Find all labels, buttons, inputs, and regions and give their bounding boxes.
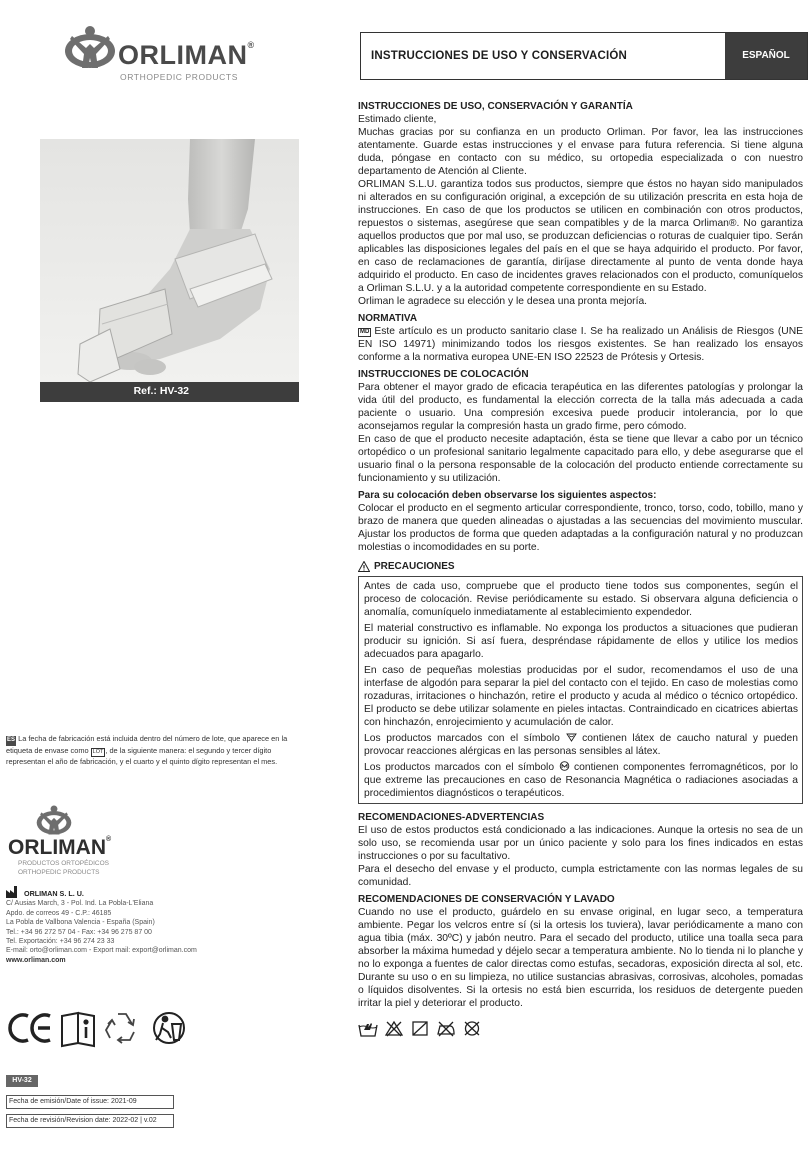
no-tumble-dry-icon: [410, 1020, 430, 1037]
paragraph: En caso de pequeñas molestias producidas por el sudor, recomendamos el uso de una interfase de algodón para separar la piel del contacto con el tejido. En caso de molestias como rozaduras, irritaciones o hinchazón, retire el producto y acuda al médico o técnico ortopédico. El producto se debe utilizar solamente en pieles intactas. Contraindicado en cicatrices abiertas con hinchazón, enrojecimiento y acumulación de calor.: [364, 665, 798, 728]
paragraph: Muchas gracias por su confianza en un producto Orliman. Por favor, lea las instrucciones atentamente. Guarde estas instrucciones y el envase para futura referencia. Si tiene alguna duda, póngase en contacto con su médico, su ortopedia especializada o con nuestro departamento de Atención al Cliente.: [358, 127, 803, 177]
foot-orthosis-image: [40, 139, 299, 382]
paragraph: MD Este artículo es un producto sanitario clase I. Se ha realizado un Análisis de Riesgos (UNE EN ISO 14971) minimizando todos los riesgos existentes. Se han realizado los ensayos conforme a la normativa europea UNE-EN ISO 22523 de Prótesis y Ortesis.: [358, 326, 803, 363]
paragraph: Cuando no use el producto, guárdelo en su envase original, en lugar seco, a temperatura ambiente. Pegar los velcros entre sí (si la ortesis los tuviera), lavar periódicamente a mano con agua tibia (máx. 30ºC) y jabón neutro. Para el secado del producto, utilice una toalla seca para absorber la máxima humedad y déjelo secar a temperatura ambiente. No lo tienda ni lo planche y no lo exponga a fuentes de calor directas como estufas, secadoras, exposición directa al sol, etc. Durante su uso o en su limpieza, no utilice sustancias abrasivas, corrosivas, alcoholes, pomadas o líquidos disolventes. Si la ortesis no está bien escurrida, los residuos de detergente pueden irritar la piel y deteriorar el producto.: [358, 907, 803, 1009]
company-address2: Apdo. de correos 49 - C.P.: 46185: [6, 909, 112, 917]
section-title-care: RECOMENDACIONES DE CONSERVACIÓN Y LAVADO: [358, 894, 615, 905]
no-bleach-icon: [384, 1020, 404, 1037]
company-email: E-mail: orto@orliman.com - Export mail: export@orliman.com: [6, 947, 197, 955]
brand-tagline-es: PRODUCTOS ORTOPÉDICOS: [18, 860, 110, 867]
section-title-placement: INSTRUCCIONES DE COLOCACIÓN: [358, 369, 529, 380]
instructions-content: [358, 96, 803, 1037]
paragraph: ORLIMAN S.L.U. garantiza todos sus productos, siempre que éstos no hayan sido manipulados ni alterados en su configuración original, a excepción de su utilización prescrita en esta hoja de instrucciones. En caso de que los productos se utilicen en combinación con otros productos, repuestos o sistemas, asegúrese que sean compatibles y de la marca Orliman®. No garantiza aquellos productos que por mal uso, se produzcan deficiencias o roturas de cualquier tipo. Serán aplicables las disposiciones legales del país en el que se haya adquirido el producto. Por favor, en caso de reclamaciones de garantía, diríjase directamente al punto de venta donde haya adquirido el producto. En caso de incidentes graves relacionados con el producto, comuníquelos a Orliman S.L.U. y a la autoridad competente correspondiente en su Estado.: [358, 179, 803, 294]
precautions-header: [358, 560, 803, 573]
company-web: www.orliman.com: [6, 956, 66, 964]
orliman-logo-mark-icon: [36, 802, 72, 838]
manufacturer-icon: [6, 886, 20, 898]
issue-date: Fecha de emisión/Date of issue: 2021-09: [6, 1095, 174, 1109]
section-title-warranty: INSTRUCCIONES DE USO, CONSERVACIÓN Y GARANTÍA: [358, 101, 633, 112]
instructions-icon: [62, 1013, 94, 1046]
language-badge: ES: [6, 736, 16, 746]
no-dry-clean-icon: [462, 1020, 482, 1037]
document-header: [360, 32, 808, 80]
company-export-phone: Tel. Exportación: +34 96 274 23 33: [6, 938, 115, 946]
paragraph: Estimado cliente,: [358, 114, 437, 125]
ce-mark-icon: [10, 1015, 50, 1041]
company-name: ORLIMAN S. L. U.: [24, 889, 84, 898]
no-iron-icon: [436, 1020, 456, 1037]
paragraph: Orliman le agradece su elección y le desea una pronta mejoría.: [358, 296, 648, 307]
warning-icon: [358, 561, 370, 572]
paragraph: Los productos marcados con el símbolo contienen componentes ferromagnéticos, por lo que extreme las precauciones en caso de Resonancia Magnética o radiaciones asociadas a procedimientos diagnósticos o terapéuticos.: [364, 762, 798, 799]
paragraph: Colocar el producto en el segmento articular correspondiente, tronco, torso, codo, tobillo, mano y brazo de manera que queden alineadas o ajustadas a las secuencias del movimiento muscular. Ajustar los productos de forma que queden adaptadas a la configuración natural y no produzcan molestias o incomodidades en su porte.: [358, 503, 803, 553]
product-reference: Ref.: HV-32: [40, 382, 299, 402]
latex-icon: [566, 732, 577, 742]
regulatory-icons: [6, 1008, 196, 1048]
orliman-logo-mark-icon: [64, 24, 116, 70]
orliman-logo-bottom: [8, 802, 208, 882]
section-title-regulations: NORMATIVA: [358, 313, 418, 324]
language-label: ESPAÑOL: [725, 33, 807, 79]
company-address1: C/ Ausias March, 3 - Pol. Ind. La Pobla-L'Eliana: [6, 900, 154, 908]
recycle-icon: [106, 1014, 134, 1043]
section-title-precautions: PRECAUCIONES: [374, 561, 455, 572]
brand-tagline: ORTHOPEDIC PRODUCTS: [120, 72, 238, 82]
paragraph: El material constructivo es inflamable. No exponga los productos a situaciones que pudieran producir su ignición. Si así fuera, despréndase rápidamente de ellos y utilice los medios adecuados para apagarlo.: [364, 623, 798, 660]
product-code-badge: HV-32: [6, 1075, 38, 1087]
paragraph: El uso de estos productos está condicionado a las indicaciones. Aunque la ortesis no sea de un solo uso, se recomienda usar por un único paciente y solo para los fines indicados en estas instrucciones o por su facultativo.: [358, 825, 803, 862]
lot-note: ES La fecha de fabricación está incluida dentro del número de lote, que aparece en la etiqueta de envase como LOT , de la siguiente manera: el segundo y tercer dígito representan el año de fabricación, y el cuarto y el quinto dígito representan el mes.: [6, 734, 288, 766]
paragraph: Para obtener el mayor grado de eficacia terapéutica en las diferentes patologías y prolongar la vida útil del producto, es fundamental la elección correcta de la talla más adecuada a cada paciente o usuario. Una compresión excesiva puede producir intolerancia, por lo que aconsejamos regular la compresión hasta un grado firme, pero cómodo.: [358, 382, 803, 432]
company-info: [6, 886, 306, 965]
paragraph: Antes de cada uso, compruebe que el producto tiene todos sus componentes, según el proceso de colocación. Revise periódicamente su estado. Si observara alguna deficiencia o anomalía, comuníquelo inmediatamente al establecimiento expendedor.: [364, 581, 798, 618]
brand-tagline-en: ORTHOPEDIC PRODUCTS: [18, 869, 100, 876]
lot-symbol-icon: LOT: [92, 748, 104, 755]
medical-device-icon: MD: [360, 329, 370, 335]
hand-wash-icon: [358, 1020, 378, 1037]
revision-date: Fecha de revisión/Revision date: 2022-02 | v.02: [6, 1114, 174, 1128]
brand-name: ORLIMAN®: [118, 40, 255, 70]
paragraph: En caso de que el producto necesite adaptación, ésta se tiene que llevar a cabo por un técnico ortopédico o un profesional sanitario legalmente capacitado para ello, y debe asegurarse que el usuario final o la persona responsable de la colocación del producto entiende correctamente su funcionamiento y su utilización.: [358, 434, 803, 484]
magnetic-icon: [559, 761, 570, 771]
dispose-icon: [154, 1013, 184, 1043]
section-title-recommendations: RECOMENDACIONES-ADVERTENCIAS: [358, 812, 545, 823]
subsection-title: Para su colocación deben observarse los siguientes aspectos:: [358, 490, 657, 501]
company-phone: Tel.: +34 96 272 57 04 - Fax: +34 96 275 87 00: [6, 928, 152, 936]
care-icons: [358, 1020, 803, 1037]
document-title: INSTRUCCIONES DE USO Y CONSERVACIÓN: [371, 50, 627, 62]
orliman-logo-top: [64, 24, 264, 84]
paragraph: Los productos marcados con el símbolo contienen látex de caucho natural y pueden provocar reacciones alérgicas en las personas sensibles al látex.: [364, 733, 798, 757]
paragraph: Para el desecho del envase y el producto, cumpla estrictamente con las normas legales de su comunidad.: [358, 864, 803, 888]
precautions-box: [358, 576, 803, 804]
product-photo: [40, 139, 299, 382]
company-address3: La Pobla de Vallbona Valencia - España (Spain): [6, 919, 155, 927]
brand-name-bottom: ORLIMAN®: [8, 836, 112, 859]
